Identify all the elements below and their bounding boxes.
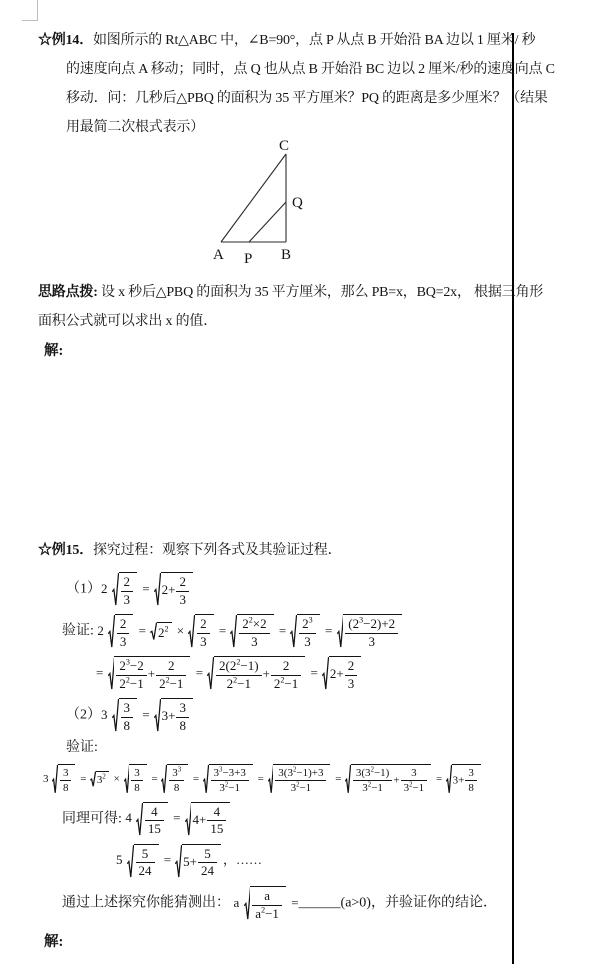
answer-blank[interactable]: ______: [298, 895, 341, 911]
similar-math1: 4 $\frac{4}{15}$ = 4+ $\frac{4}{15}$: [125, 810, 232, 825]
formula-item2-line: [66, 698, 512, 733]
point-label-p: P: [244, 251, 253, 267]
item1-label: （1）: [66, 581, 101, 597]
example14-paragraph: [38, 26, 555, 142]
hint-label: 思路点拨:: [38, 285, 98, 300]
item1-math: 2 $\frac{2}{3}$ = 2+ $\frac{2}{3}$: [101, 581, 195, 596]
triangle-side-ac: [221, 154, 286, 242]
blank-solution-space: [38, 366, 512, 536]
example15-intro: 探究过程：观察下列各式及其验证过程．: [93, 543, 342, 558]
hint-line1: [38, 278, 544, 307]
example14-line1: 如图所示的 Rt△ABC 中，∠B=90°，点 P 从点 B 开始沿 BA 边以 1 厘米/ 秒: [93, 33, 536, 48]
guess-label: 通过上述探究你能猜测出：: [62, 895, 234, 911]
formula-item1-line: [66, 572, 512, 607]
item2-math: 3 $\frac{3}{8}$ = 3+ $\frac{3}{8}$: [101, 707, 195, 722]
solution1-label: 解:: [44, 343, 64, 359]
similar-line1: [62, 802, 512, 837]
example15-heading: ☆例15．: [38, 543, 93, 558]
example14-line4: 用最简二次根式表示）: [66, 120, 204, 135]
similar-line2: [116, 844, 512, 879]
solution2-label: 解:: [44, 934, 64, 951]
verify2-math: 3 $\frac{3}{8}$ = $3^2$ × $\frac{3}{8}$ = $\frac{3^3}{8}$ = $\frac{3^3-3+3}{3^2-1}$ = $\frac{3(3^2-1)+3}{3^2-1}$ = $\frac{3(3^2-1)}{3^2-1}$ + $\frac{3}{3^2-1}$ = 3+ $\frac{3}{8}$: [43, 773, 483, 785]
verify1-line2: [96, 656, 512, 691]
segment-pq: [249, 202, 286, 242]
paragraph-line: [38, 26, 536, 55]
example14-heading: ☆例14．: [38, 33, 93, 48]
similar-label: 同理可得:: [62, 811, 126, 827]
example14-line3: 移动．问：几秒后△PBQ 的面积为 35 平方厘米？PQ 的距离是多少厘米？（结果: [66, 91, 548, 106]
verify1-label: 验证:: [62, 623, 98, 639]
item2-label: （2）: [66, 707, 101, 723]
point-label-q: Q: [292, 195, 303, 211]
verify2-label: 验证:: [66, 740, 98, 756]
verify1-line1: [62, 614, 512, 649]
hint-line2: 面积公式就可以求出 x 的值．: [38, 314, 217, 329]
hint-text1: 设 x 秒后△PBQ 的面积为 35 平方厘米，那么 PB=x，BQ=2x， 根据三角形: [100, 285, 544, 300]
hint-paragraph: [38, 278, 544, 336]
vertex-label-b: B: [281, 247, 292, 263]
example14-line2: 的速度向点 A 移动；同时，点 Q 也从点 B 开始沿 BC 边以 2 厘米/秒的速度向点 C: [66, 62, 555, 77]
guess-tail: (a>0)，并验证你的结论．: [340, 895, 497, 911]
verify2-line: [43, 764, 512, 795]
similar-math2: 5 $\frac{5}{24}$ = 5+ $\frac{5}{24}$ ，……: [116, 845, 262, 879]
margin-crop-mark: [22, 0, 38, 21]
guess-math: a $\frac{a}{a^2-1}$ =: [233, 887, 299, 921]
table-border-line: [512, 33, 514, 964]
document-edit-area[interactable]: [38, 26, 555, 957]
vertex-label-a: A: [213, 247, 224, 263]
vertex-label-c: C: [279, 138, 290, 154]
verify1-math2: = $\frac{2^3-2}{2^2-1}$ + $\frac{2}{2^2-1}$ = $\frac{2(2^2-1)}{2^2-1}$ + $\frac{2}{2^2-1}$ = 2+ $\frac{2}{3}$: [96, 665, 363, 680]
verify1-math1: 2 $\frac{2}{3}$ = $2^2$ × $\frac{2}{3}$ = $\frac{2^2\times 2}{3}$ = $\frac{2^3}{3}$ = $\frac{(2^3-2)+2}{3}$: [97, 623, 404, 638]
guess-line: [62, 886, 512, 921]
triangle-diagram: [201, 138, 326, 268]
example15-heading-line: [38, 536, 512, 565]
